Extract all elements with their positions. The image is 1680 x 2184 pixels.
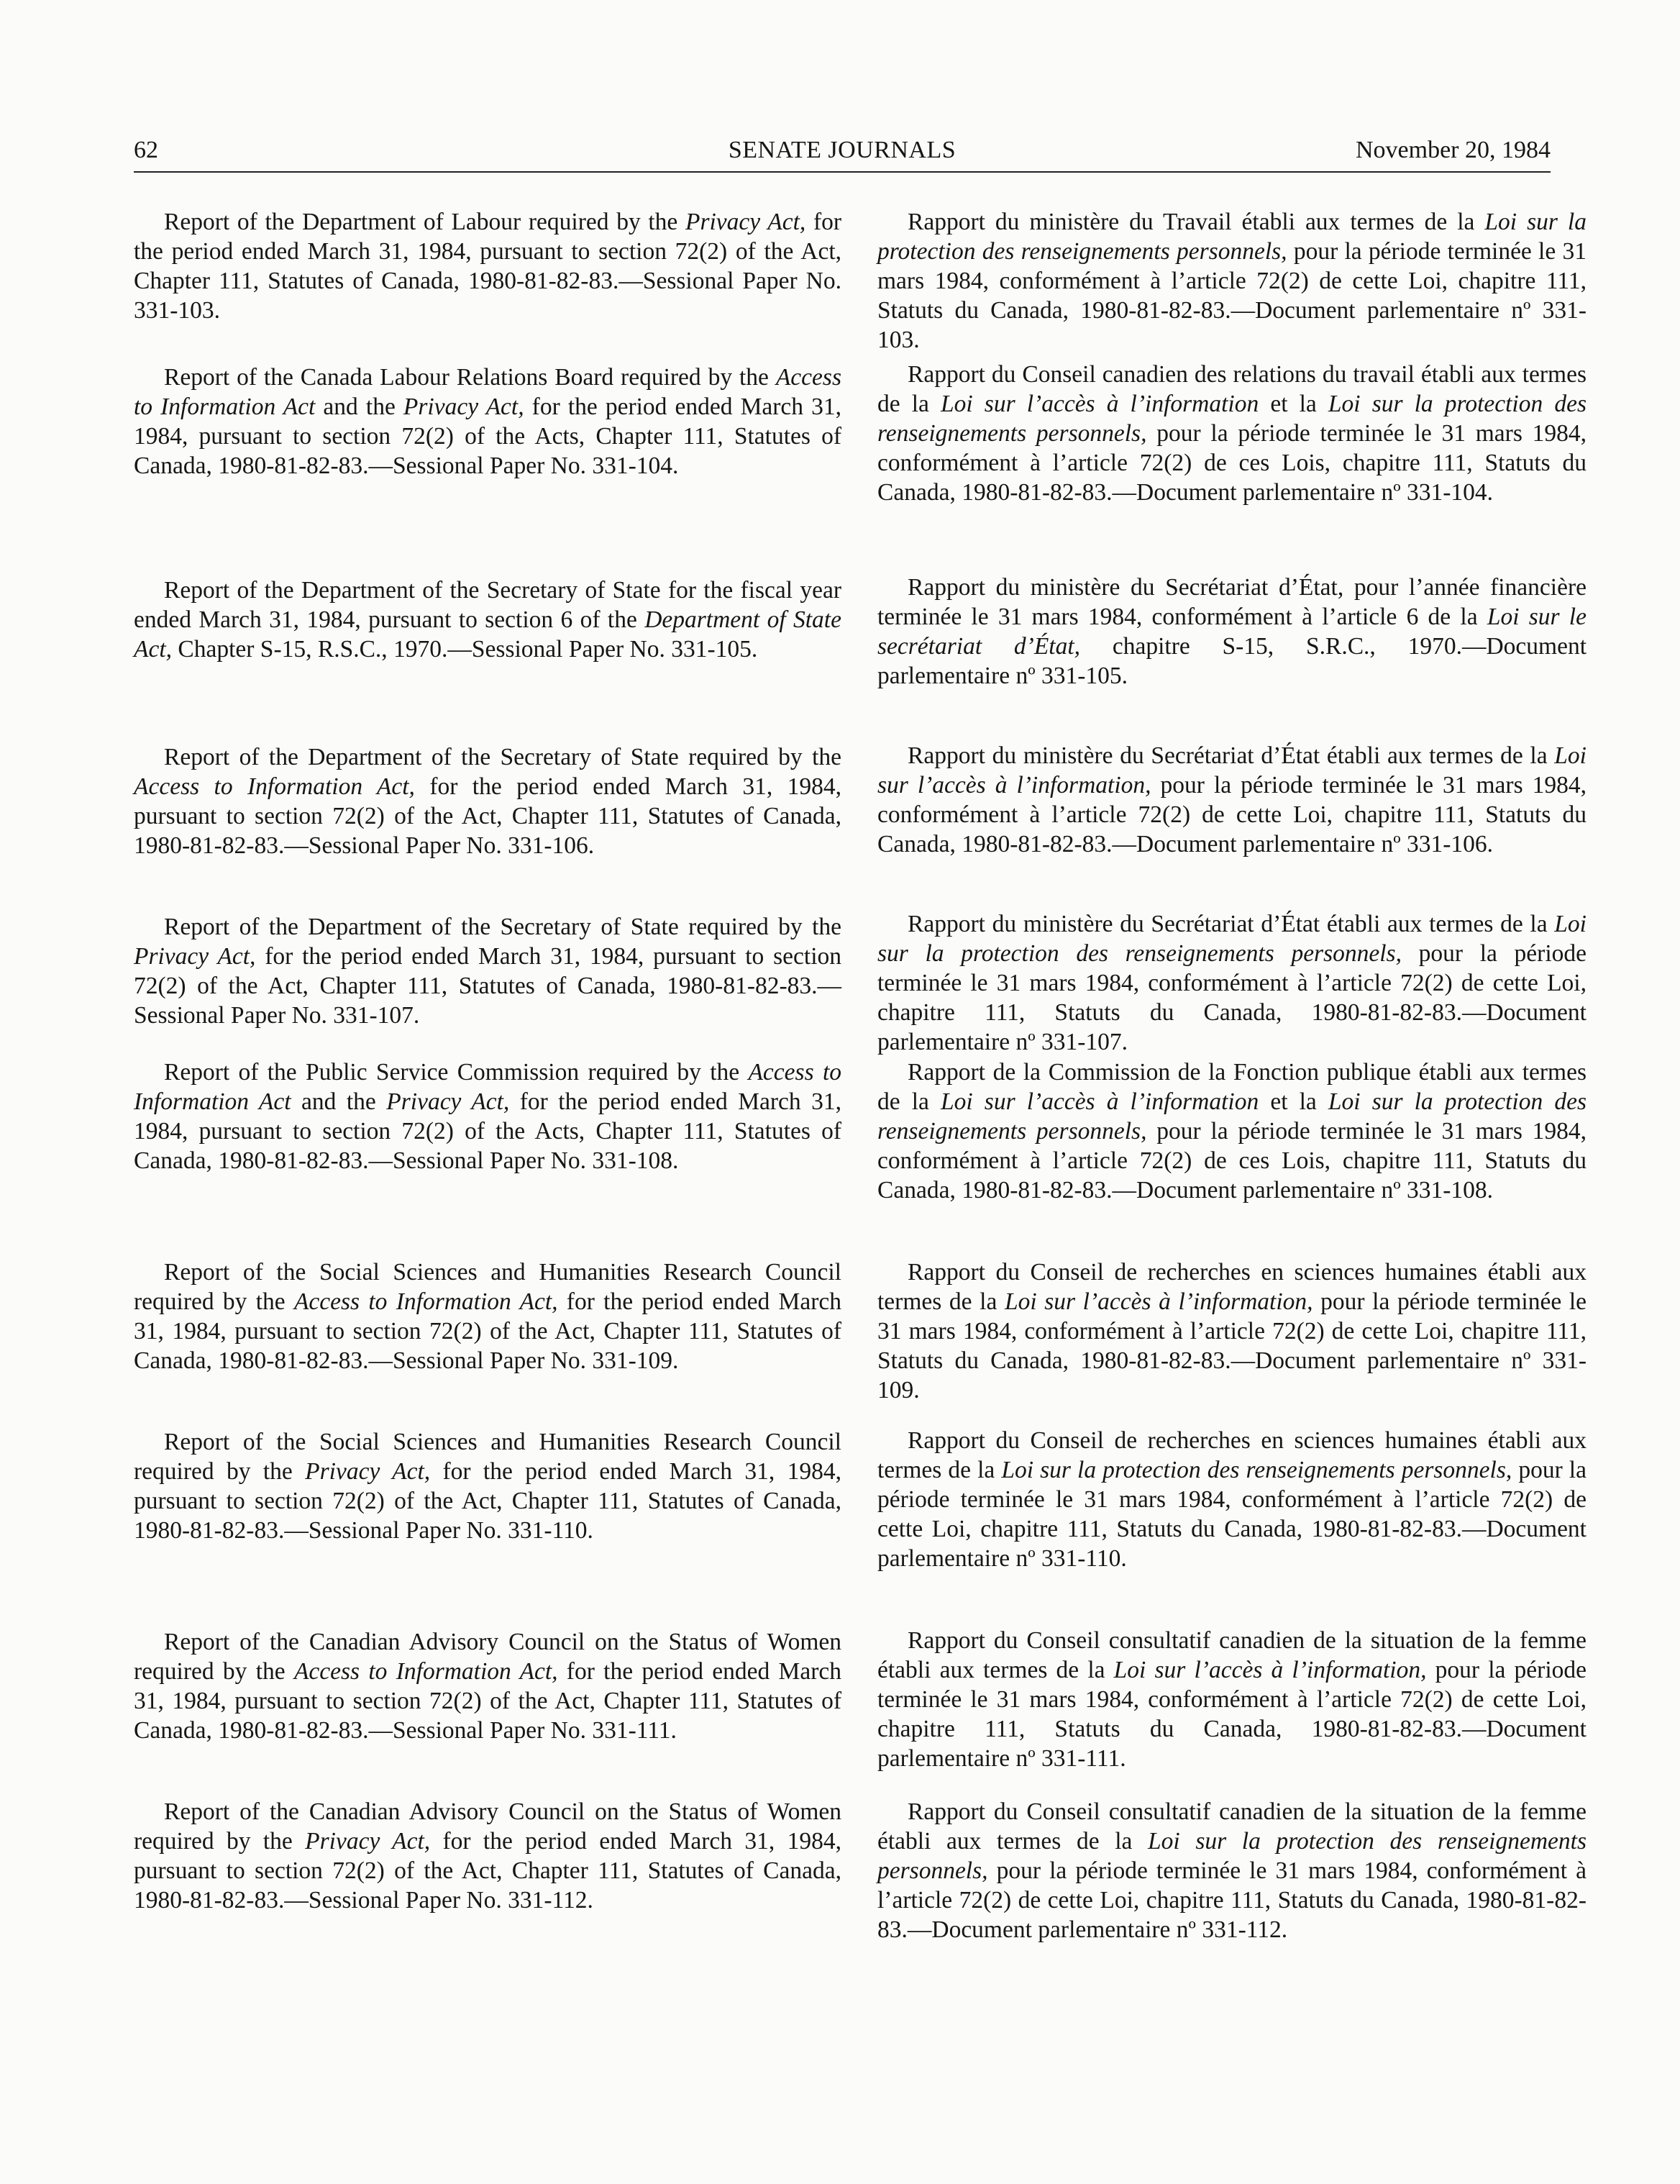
report-entry	[134, 207, 841, 325]
entry-text: Rapport de la Commission de la Fonction publique établi aux termes de la	[877, 1059, 1587, 1115]
entry-text: Report of the Social Sciences and Humanities Research Council required by the	[134, 1429, 841, 1485]
report-entry	[134, 1427, 841, 1545]
entry-text: and the	[291, 1088, 387, 1115]
entry-text: pour la période terminée le 31 mars 1984, conformément à l’article 72(2) de cette Loi, chapitre 111, Statuts du Canada, 1980-81-82-83.—Document parlementaire nº 331-107.	[877, 940, 1587, 1055]
entry-text: for the period ended March 31, 1984, pursuant to section 72(2) of the Act, Chapter 111, Statutes of Canada, 1980-81-82-83.—Sessional Paper No. 331-109.	[134, 1288, 841, 1374]
act-title: Loi sur la protection des renseignements personnels,	[877, 1828, 1587, 1884]
report-entry	[877, 741, 1587, 859]
entry-text: Rapport du ministère du Secrétariat d’État, pour l’année financière terminée le 31 mars 1984, conformément à l’article 6 de la	[877, 574, 1587, 630]
entry-text: pour la période terminée le 31 mars 1984, conformément à l’article 72(2) de cette Loi, chapitre 111, Statuts du Canada, 1980-81-82-83.—Document parlementaire nº 331-109.	[877, 1288, 1587, 1403]
entry-text: for the period ended March 31, 1984, pursuant to section 72(2) of the Acts, Chapter 111, Statutes of Canada, 1980-81-82-83.—Sessional Paper No. 331-104.	[134, 393, 842, 479]
entry-text: pour la période terminée le 31 mars 1984, conformément à l’article 72(2) de cette Loi, chapitre 111, Statuts du Canada, 1980-81-82-83.—Document parlementaire nº 331-111.	[877, 1657, 1587, 1772]
entry-text: Report of the Department of the Secretary of State required by the	[164, 744, 841, 770]
act-title: Access to Information Act	[134, 1059, 841, 1115]
act-title: Loi sur la protection des renseignements personnels,	[1001, 1457, 1512, 1483]
report-entry	[877, 1257, 1587, 1405]
entry-text: for the period ended March 31, 1984, pursuant to section 72(2) of the Act, Chapter 111, Statutes of Canada, 1980-81-82-83.—Sessional Paper No. 331-106.	[134, 773, 841, 859]
entry-text: Report of the Canadian Advisory Council on the Status of Women required by the	[134, 1629, 841, 1685]
journal-title: SENATE JOURNALS	[728, 137, 957, 163]
entry-text: pour la période terminée le 31 mars 1984, conformément à l’article 72(2) de cette Loi, chapitre 111, Statuts du Canada, 1980-81-82-83.—Document parlementaire nº 331-112.	[877, 1857, 1587, 1943]
act-title: Privacy Act,	[386, 1088, 510, 1115]
act-title: Loi sur l’accès à l’information,	[1004, 1288, 1313, 1315]
journal-date: November 20, 1984	[1355, 137, 1551, 163]
act-title: Access to Information Act,	[293, 1658, 558, 1685]
act-title: Loi sur l’accès à l’information,	[877, 742, 1587, 798]
act-title: Department of State Act,	[134, 606, 841, 663]
act-title: Loi sur l’accès à l’information,	[1113, 1657, 1427, 1683]
act-title: Privacy Act,	[403, 393, 524, 420]
act-title: Loi sur la protection des renseignements personnels,	[877, 911, 1587, 967]
entry-text: for the period ended March 31, 1984, pursuant to section 72(2) of the Act, Chapter 111, Statutes of Canada, 1980-81-82-83.—Sessional Paper No. 331-112.	[134, 1828, 841, 1914]
report-entry	[134, 1627, 841, 1745]
entry-text: pour la période terminée le 31 mars 1984, conformément à l’article 72(2) de cette Loi, chapitre 111, Statuts du Canada, 1980-81-82-83.—Document parlementaire nº 331-103.	[877, 238, 1587, 353]
entry-text: pour la période terminée le 31 mars 1984, conformément à l’article 72(2) de cette Loi, chapitre 111, Statuts du Canada, 1980-81-82-83.—Document parlementaire nº 331-106.	[877, 772, 1587, 857]
entry-text: Rapport du Conseil de recherches en sciences humaines établi aux termes de la	[877, 1427, 1587, 1483]
report-entry	[134, 1797, 841, 1915]
entry-text: Report of the Canada Labour Relations Board required by the	[164, 364, 776, 391]
entry-text: Rapport du Conseil canadien des relations du travail établi aux termes de la	[877, 361, 1587, 417]
entry-text: Report of the Department of Labour required by the	[164, 209, 685, 235]
entry-text: for the period ended March 31, 1984, pursuant to section 72(2) of the Acts, Chapter 111, Statutes of Canada, 1980-81-82-83.—Sessional Paper No. 331-108.	[134, 1088, 841, 1174]
entry-text: Rapport du Conseil consultatif canadien de la situation de la femme établi aux termes de la	[877, 1798, 1587, 1855]
entry-text: Report of the Public Service Commission required by the	[164, 1059, 749, 1086]
report-entry	[134, 742, 841, 860]
entry-text: Report of the Canadian Advisory Council on the Status of Women required by the	[134, 1798, 841, 1855]
report-entry	[134, 1057, 841, 1175]
report-entry	[877, 1057, 1587, 1205]
entry-text: et la	[1259, 1088, 1328, 1115]
act-title: Loi sur la protection des renseignements personnels,	[877, 391, 1587, 447]
page-number: 62	[134, 137, 158, 163]
report-entry	[877, 360, 1587, 507]
act-title: Loi sur le secrétariat d’État,	[877, 604, 1587, 660]
entry-text: Rapport du Conseil de recherches en sciences humaines établi aux termes de la	[877, 1259, 1587, 1315]
report-entry	[877, 573, 1587, 691]
entry-text: Report of the Department of the Secretary of State for the fiscal year ended March 31, 1984, pursuant to section 6 of the	[134, 577, 841, 633]
act-title: Access to Information Act,	[134, 773, 415, 800]
page-header	[134, 134, 1551, 173]
act-title: Privacy Act,	[134, 943, 256, 970]
report-entry	[134, 363, 841, 481]
act-title: Privacy Act,	[685, 209, 806, 235]
act-title: Loi sur l’accès à l’information	[941, 1088, 1259, 1115]
report-entry	[134, 912, 841, 1030]
entry-text: for the period ended March 31, 1984, pursuant to section 72(2) of the Act, Chapter 111, Statutes of Canada, 1980-81-82-83.—Sessional Paper No. 331-107.	[134, 943, 841, 1029]
act-title: Loi sur la protection des renseignements personnels,	[877, 1088, 1587, 1145]
entry-text: pour la période terminée le 31 mars 1984, conformément à l’article 72(2) de cette Loi, chapitre 111, Statuts du Canada, 1980-81-82-83.—Document parlementaire nº 331-110.	[877, 1457, 1587, 1572]
report-entry	[877, 1797, 1587, 1944]
act-title: Privacy Act,	[305, 1828, 431, 1855]
act-title: Loi sur la protection des renseignements personnels,	[877, 209, 1587, 265]
entry-text: for the period ended March 31, 1984, pursuant to section 72(2) of the Act, Chapter 111, Statutes of Canada, 1980-81-82-83.—Sessional Paper No. 331-103.	[134, 209, 842, 324]
report-entry	[877, 909, 1587, 1057]
report-entry	[134, 575, 841, 664]
entry-text: Report of the Social Sciences and Humanities Research Council required by the	[134, 1259, 841, 1315]
entry-text: and the	[315, 393, 403, 420]
act-title: Loi sur l’accès à l’information	[941, 391, 1259, 417]
entry-text: et la	[1259, 391, 1328, 417]
report-entry	[877, 1426, 1587, 1573]
entry-text: Rapport du Conseil consultatif canadien de la situation de la femme établi aux termes de la	[877, 1627, 1587, 1683]
act-title: Access to Information Act	[134, 364, 841, 420]
act-title: Access to Information Act,	[293, 1288, 558, 1315]
entry-text: Rapport du ministère du Secrétariat d’État établi aux termes de la	[908, 742, 1555, 769]
entry-text: pour la période terminée le 31 mars 1984, conformément à l’article 72(2) de ces Lois, chapitre 111, Statuts du Canada, 1980-81-82-83.—Document parlementaire nº 331-108.	[877, 1118, 1587, 1204]
entry-text: Report of the Department of the Secretary of State required by the	[164, 914, 841, 940]
entry-text: Rapport du ministère du Secrétariat d’État établi aux termes de la	[908, 911, 1555, 937]
report-entry	[877, 207, 1587, 355]
entry-text: for the period ended March 31, 1984, pursuant to section 72(2) of the Act, Chapter 111, Statutes of Canada, 1980-81-82-83.—Sessional Paper No. 331-111.	[134, 1658, 841, 1744]
entry-text: Rapport du ministère du Travail établi aux termes de la	[908, 209, 1485, 235]
entry-text: Chapter S-15, R.S.C., 1970.—Sessional Paper No. 331-105.	[172, 636, 758, 663]
entry-text: for the period ended March 31, 1984, pursuant to section 72(2) of the Act, Chapter 111, Statutes of Canada, 1980-81-82-83.—Sessional Paper No. 331-110.	[134, 1458, 841, 1544]
entry-text: chapitre S-15, S.R.C., 1970.—Document parlementaire nº 331-105.	[877, 633, 1587, 689]
report-entry	[877, 1626, 1587, 1773]
act-title: Privacy Act,	[305, 1458, 431, 1485]
entry-text: pour la période terminée le 31 mars 1984, conformément à l’article 72(2) de ces Lois, chapitre 111, Statuts du Canada, 1980-81-82-83.—Document parlementaire nº 331-104.	[877, 420, 1587, 506]
report-entry	[134, 1257, 841, 1375]
